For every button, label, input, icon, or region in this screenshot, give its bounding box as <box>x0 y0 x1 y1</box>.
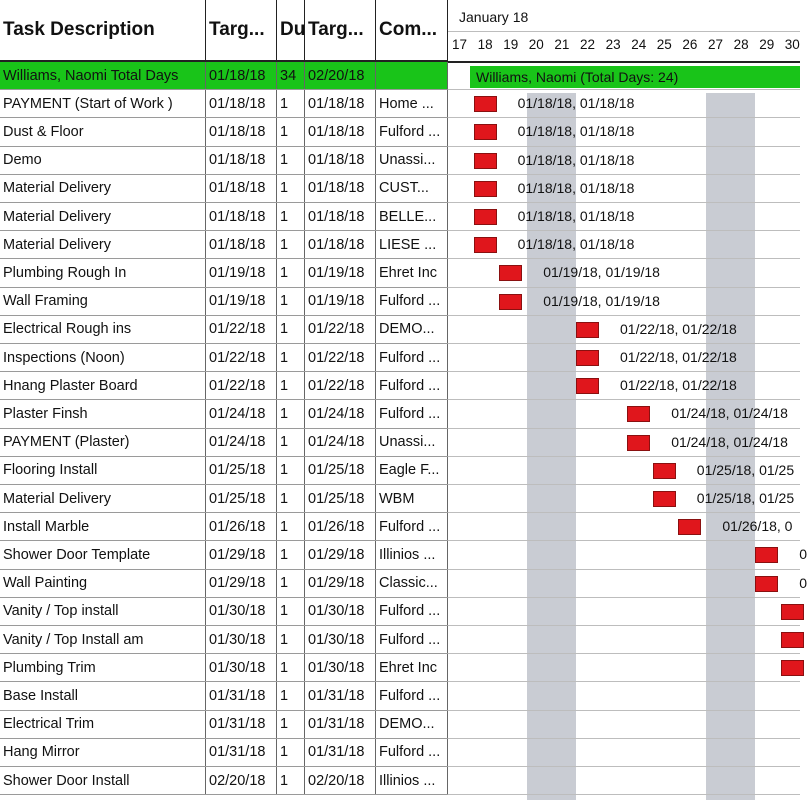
task-row[interactable] <box>0 372 448 400</box>
company-cell[interactable]: Fulford ... <box>376 513 448 540</box>
task-bar-label: 01/18/18, 01/18/18 <box>517 236 635 253</box>
target-end-cell[interactable]: 01/31/18 <box>305 682 376 709</box>
target-end-cell[interactable]: 01/30/18 <box>305 654 376 681</box>
task-name-cell[interactable]: PAYMENT (Plaster) <box>0 429 206 456</box>
task-name-cell[interactable]: Williams, Naomi Total Days <box>0 62 206 89</box>
target-end-cell[interactable]: 01/18/18 <box>305 231 376 258</box>
task-row[interactable] <box>0 90 448 118</box>
task-row[interactable] <box>0 513 448 541</box>
gantt-chart <box>448 0 807 800</box>
task-bar[interactable] <box>474 181 497 197</box>
duration-cell[interactable]: 1 <box>277 570 305 597</box>
task-name-cell[interactable]: Electrical Rough ins <box>0 316 206 343</box>
task-bar[interactable] <box>755 576 778 592</box>
task-bar[interactable] <box>474 237 497 253</box>
row-gridline <box>448 371 800 372</box>
summary-bar-label: Williams, Naomi (Total Days: 24) <box>476 69 679 85</box>
duration-cell[interactable]: 1 <box>277 654 305 681</box>
row-gridline <box>448 428 800 429</box>
task-bar-label: 01/18/18, 01/18/18 <box>517 123 635 140</box>
row-gridline <box>448 738 800 739</box>
task-row[interactable] <box>0 231 448 259</box>
target-start-cell[interactable]: 01/19/18 <box>206 288 277 315</box>
task-name-cell[interactable]: Vanity / Top Install am <box>0 626 206 653</box>
task-bar[interactable] <box>474 209 497 225</box>
target-start-cell[interactable]: 02/20/18 <box>206 767 277 794</box>
task-name-cell[interactable]: Base Install <box>0 682 206 709</box>
task-name-cell[interactable]: Material Delivery <box>0 231 206 258</box>
company-cell[interactable]: Fulford ... <box>376 626 448 653</box>
task-bar-label: 01/18/18, 01/18/18 <box>517 95 635 112</box>
task-bar[interactable] <box>627 406 650 422</box>
task-row[interactable] <box>0 400 448 428</box>
task-row[interactable] <box>0 429 448 457</box>
task-row[interactable] <box>0 626 448 654</box>
target-start-cell[interactable]: 01/18/18 <box>206 175 277 202</box>
company-cell[interactable]: Home ... <box>376 90 448 117</box>
task-row[interactable] <box>0 203 448 231</box>
row-gridline <box>448 625 800 626</box>
row-gridline <box>448 484 800 485</box>
target-start-cell[interactable]: 01/18/18 <box>206 147 277 174</box>
duration-cell[interactable]: 1 <box>277 90 305 117</box>
target-start-cell[interactable]: 01/31/18 <box>206 739 277 766</box>
timeline-day: 17 <box>452 37 468 52</box>
company-cell[interactable]: Unassi... <box>376 429 448 456</box>
task-bar[interactable] <box>781 604 804 620</box>
task-row[interactable] <box>0 118 448 146</box>
duration-cell[interactable]: 1 <box>277 175 305 202</box>
target-start-cell[interactable]: 01/24/18 <box>206 400 277 427</box>
company-cell[interactable]: Fulford ... <box>376 118 448 145</box>
company-cell[interactable]: Fulford ... <box>376 739 448 766</box>
timeline-day: 18 <box>477 37 493 52</box>
timeline-days <box>448 37 800 60</box>
row-gridline <box>448 597 800 598</box>
duration-cell[interactable]: 1 <box>277 344 305 371</box>
row-gridline <box>448 230 800 231</box>
target-start-cell[interactable]: 01/30/18 <box>206 654 277 681</box>
task-row[interactable] <box>0 316 448 344</box>
company-cell[interactable]: Unassi... <box>376 147 448 174</box>
target-end-cell[interactable]: 01/29/18 <box>305 570 376 597</box>
company-cell[interactable]: Illinios ... <box>376 767 448 794</box>
row-gridline <box>448 681 800 682</box>
target-end-cell[interactable]: 02/20/18 <box>305 62 376 89</box>
task-name-cell[interactable]: PAYMENT (Start of Work ) <box>0 90 206 117</box>
task-bar-label: 01/22/18, 01/22/18 <box>620 349 737 365</box>
timeline-day: 26 <box>682 37 698 52</box>
company-cell[interactable]: Illinios ... <box>376 541 448 568</box>
task-bar-label: 01/26/18, 0 <box>722 518 793 535</box>
duration-cell[interactable]: 1 <box>277 485 305 512</box>
duration-cell[interactable]: 1 <box>277 598 305 625</box>
task-bar[interactable] <box>781 660 804 676</box>
timeline-day: 22 <box>580 37 596 52</box>
task-row[interactable] <box>0 457 448 485</box>
task-name-cell[interactable]: Plaster Finsh <box>0 400 206 427</box>
task-bar[interactable] <box>499 294 522 310</box>
task-name-cell[interactable]: Wall Painting <box>0 570 206 597</box>
column-header-target-start[interactable]: Targ... <box>206 0 277 62</box>
company-cell[interactable]: Ehret Inc <box>376 654 448 681</box>
duration-cell[interactable]: 1 <box>277 400 305 427</box>
duration-cell[interactable]: 1 <box>277 231 305 258</box>
target-start-cell[interactable]: 01/25/18 <box>206 485 277 512</box>
task-name-cell[interactable]: Vanity / Top install <box>0 598 206 625</box>
row-gridline <box>448 653 800 654</box>
company-cell[interactable]: BELLE... <box>376 203 448 230</box>
target-end-cell[interactable]: 01/30/18 <box>305 598 376 625</box>
task-name-cell[interactable]: Material Delivery <box>0 485 206 512</box>
task-name-cell[interactable]: Inspections (Noon) <box>0 344 206 371</box>
column-header-target-end[interactable]: Targ... <box>305 0 376 62</box>
task-bar-label: 0 <box>799 574 807 591</box>
task-bar[interactable] <box>678 519 701 535</box>
duration-cell[interactable]: 1 <box>277 259 305 286</box>
task-row[interactable] <box>0 175 448 203</box>
duration-cell[interactable]: 1 <box>277 541 305 568</box>
duration-cell[interactable]: 1 <box>277 372 305 399</box>
task-name-cell[interactable]: Material Delivery <box>0 175 206 202</box>
target-end-cell[interactable]: 01/18/18 <box>305 90 376 117</box>
target-end-cell[interactable]: 01/24/18 <box>305 400 376 427</box>
task-name-cell[interactable]: Wall Framing <box>0 288 206 315</box>
task-bar[interactable] <box>755 547 778 563</box>
target-end-cell[interactable]: 01/18/18 <box>305 147 376 174</box>
row-gridline <box>448 258 800 259</box>
task-bar-label: 01/24/18, 01/24/18 <box>671 433 788 450</box>
row-gridline <box>448 710 800 711</box>
task-row[interactable] <box>0 711 448 739</box>
task-bar[interactable] <box>576 350 599 366</box>
company-cell[interactable]: Fulford ... <box>376 344 448 371</box>
task-bar[interactable] <box>576 378 599 394</box>
weekend-shading <box>527 93 576 800</box>
task-name-cell[interactable]: Electrical Trim <box>0 711 206 738</box>
task-bar[interactable] <box>653 463 676 479</box>
row-gridline <box>448 343 800 344</box>
task-bar[interactable] <box>653 491 676 507</box>
duration-cell[interactable]: 1 <box>277 626 305 653</box>
target-end-cell[interactable]: 01/22/18 <box>305 344 376 371</box>
target-end-cell[interactable]: 01/22/18 <box>305 316 376 343</box>
target-start-cell[interactable]: 01/22/18 <box>206 344 277 371</box>
timeline-divider <box>448 61 800 63</box>
task-row[interactable] <box>0 682 448 710</box>
task-name-cell[interactable]: Hnang Plaster Board <box>0 372 206 399</box>
task-row[interactable] <box>0 598 448 626</box>
timeline-day: 24 <box>631 37 647 52</box>
task-bar-label: 01/19/18, 01/19/18 <box>543 264 660 281</box>
task-bar[interactable] <box>499 265 522 281</box>
task-bar[interactable] <box>627 435 650 451</box>
task-bar-label: 01/19/18, 01/19/18 <box>543 292 660 309</box>
row-gridline <box>448 569 800 570</box>
row-gridline <box>448 540 800 541</box>
timeline-day: 30 <box>784 37 800 52</box>
row-gridline <box>448 202 800 203</box>
company-cell[interactable]: Fulford ... <box>376 682 448 709</box>
duration-cell[interactable]: 1 <box>277 767 305 794</box>
task-name-cell[interactable]: Shower Door Install <box>0 767 206 794</box>
task-bar-label: 01/24/18, 01/24/18 <box>671 405 788 422</box>
task-row[interactable] <box>0 344 448 372</box>
target-start-cell[interactable]: 01/31/18 <box>206 682 277 709</box>
target-start-cell[interactable]: 01/18/18 <box>206 118 277 145</box>
company-cell[interactable]: DEMO... <box>376 316 448 343</box>
target-start-cell[interactable]: 01/26/18 <box>206 513 277 540</box>
target-end-cell[interactable]: 01/29/18 <box>305 541 376 568</box>
target-end-cell[interactable]: 01/30/18 <box>305 626 376 653</box>
row-gridline <box>448 315 800 316</box>
timeline-divider <box>448 31 800 32</box>
row-gridline <box>448 456 800 457</box>
target-end-cell[interactable]: 01/26/18 <box>305 513 376 540</box>
summary-row[interactable] <box>0 62 448 90</box>
target-end-cell[interactable]: 01/31/18 <box>305 711 376 738</box>
target-end-cell[interactable]: 01/19/18 <box>305 288 376 315</box>
target-start-cell[interactable]: 01/18/18 <box>206 62 277 89</box>
company-cell[interactable] <box>376 62 448 89</box>
duration-cell[interactable]: 1 <box>277 203 305 230</box>
target-start-cell[interactable]: 01/24/18 <box>206 429 277 456</box>
duration-cell[interactable]: 1 <box>277 118 305 145</box>
row-gridline <box>448 287 800 288</box>
task-name-cell[interactable]: Material Delivery <box>0 203 206 230</box>
task-name-cell[interactable]: Plumbing Rough In <box>0 259 206 286</box>
company-cell[interactable]: DEMO... <box>376 711 448 738</box>
timeline-day: 20 <box>528 37 544 52</box>
row-gridline <box>448 512 800 513</box>
task-bar[interactable] <box>576 322 599 338</box>
task-bar[interactable] <box>781 632 804 648</box>
target-start-cell[interactable]: 01/29/18 <box>206 570 277 597</box>
duration-cell[interactable]: 1 <box>277 316 305 343</box>
task-row[interactable] <box>0 570 448 598</box>
company-cell[interactable]: Classic... <box>376 570 448 597</box>
column-header-task[interactable]: Task Description <box>0 0 206 62</box>
task-row[interactable] <box>0 259 448 287</box>
timeline-month: January 18 <box>459 9 529 25</box>
task-name-cell[interactable]: Plumbing Trim <box>0 654 206 681</box>
task-bar-label: 01/25/18, 01/25 <box>696 461 795 478</box>
target-end-cell[interactable]: 01/22/18 <box>305 372 376 399</box>
target-start-cell[interactable]: 01/18/18 <box>206 203 277 230</box>
target-end-cell[interactable]: 01/19/18 <box>305 259 376 286</box>
task-bar-label: 01/22/18, 01/22/18 <box>620 320 737 337</box>
duration-cell[interactable]: 1 <box>277 147 305 174</box>
company-cell[interactable]: WBM <box>376 485 448 512</box>
target-start-cell[interactable]: 01/30/18 <box>206 598 277 625</box>
task-row[interactable] <box>0 485 448 513</box>
task-row[interactable] <box>0 541 448 569</box>
row-gridline <box>448 766 800 767</box>
column-header-company[interactable]: Com... <box>376 0 448 62</box>
target-end-cell[interactable]: 01/18/18 <box>305 118 376 145</box>
company-cell[interactable]: Fulford ... <box>376 288 448 315</box>
task-bar[interactable] <box>474 124 497 140</box>
row-gridline <box>448 89 800 90</box>
task-bar-label: 0 <box>799 546 807 563</box>
task-bar-label: 01/18/18, 01/18/18 <box>517 151 635 168</box>
target-start-cell[interactable]: 01/18/18 <box>206 90 277 117</box>
duration-cell[interactable]: 1 <box>277 513 305 540</box>
task-name-cell[interactable]: Dust & Floor <box>0 118 206 145</box>
target-end-cell[interactable]: 01/25/18 <box>305 457 376 484</box>
task-name-cell[interactable]: Install Marble <box>0 513 206 540</box>
target-start-cell[interactable]: 01/19/18 <box>206 259 277 286</box>
timeline-day: 27 <box>708 37 724 52</box>
duration-cell[interactable]: 1 <box>277 288 305 315</box>
task-row[interactable] <box>0 147 448 175</box>
target-start-cell[interactable]: 01/22/18 <box>206 316 277 343</box>
row-gridline <box>448 146 800 147</box>
company-cell[interactable]: Fulford ... <box>376 372 448 399</box>
target-start-cell[interactable]: 01/30/18 <box>206 626 277 653</box>
column-header-duration[interactable]: Du <box>277 0 305 62</box>
company-cell[interactable]: Ehret Inc <box>376 259 448 286</box>
target-start-cell[interactable]: 01/25/18 <box>206 457 277 484</box>
company-cell[interactable]: LIESE ... <box>376 231 448 258</box>
duration-cell[interactable]: 1 <box>277 429 305 456</box>
target-start-cell[interactable]: 01/18/18 <box>206 231 277 258</box>
task-row[interactable] <box>0 288 448 316</box>
target-end-cell[interactable]: 01/18/18 <box>305 175 376 202</box>
duration-cell[interactable]: 1 <box>277 457 305 484</box>
target-start-cell[interactable]: 01/31/18 <box>206 711 277 738</box>
target-end-cell[interactable]: 01/18/18 <box>305 203 376 230</box>
row-gridline <box>448 794 800 795</box>
timeline-day: 23 <box>605 37 621 52</box>
task-bar-label: 01/18/18, 01/18/18 <box>517 208 635 224</box>
summary-bar[interactable] <box>470 66 800 88</box>
target-start-cell[interactable]: 01/29/18 <box>206 541 277 568</box>
duration-cell[interactable]: 34 <box>277 62 305 89</box>
target-end-cell[interactable]: 01/25/18 <box>305 485 376 512</box>
timeline-day: 19 <box>503 37 519 52</box>
task-name-cell[interactable]: Hang Mirror <box>0 739 206 766</box>
task-bar[interactable] <box>474 153 497 169</box>
target-end-cell[interactable]: 02/20/18 <box>305 767 376 794</box>
target-end-cell[interactable]: 01/31/18 <box>305 739 376 766</box>
timeline-day: 25 <box>656 37 672 52</box>
company-cell[interactable]: Fulford ... <box>376 598 448 625</box>
timeline-day: 28 <box>733 37 749 52</box>
task-bar-label: 01/25/18, 01/25 <box>696 490 795 506</box>
timeline-day: 29 <box>759 37 775 52</box>
task-bar-label: 01/22/18, 01/22/18 <box>620 377 737 394</box>
task-bar[interactable] <box>474 96 497 112</box>
task-row[interactable] <box>0 739 448 767</box>
company-cell[interactable]: CUST... <box>376 175 448 202</box>
duration-cell[interactable]: 1 <box>277 739 305 766</box>
duration-cell[interactable]: 1 <box>277 682 305 709</box>
company-cell[interactable]: Eagle F... <box>376 457 448 484</box>
task-name-cell[interactable]: Shower Door Template <box>0 541 206 568</box>
task-row[interactable] <box>0 654 448 682</box>
task-name-cell[interactable]: Flooring Install <box>0 457 206 484</box>
target-end-cell[interactable]: 01/24/18 <box>305 429 376 456</box>
task-name-cell[interactable]: Demo <box>0 147 206 174</box>
row-gridline <box>448 174 800 175</box>
timeline-day: 21 <box>554 37 570 52</box>
duration-cell[interactable]: 1 <box>277 711 305 738</box>
task-bar-label: 01/18/18, 01/18/18 <box>517 179 635 196</box>
task-row[interactable] <box>0 767 448 795</box>
row-gridline <box>448 399 800 400</box>
company-cell[interactable]: Fulford ... <box>376 400 448 427</box>
target-start-cell[interactable]: 01/22/18 <box>206 372 277 399</box>
row-gridline <box>448 117 800 118</box>
